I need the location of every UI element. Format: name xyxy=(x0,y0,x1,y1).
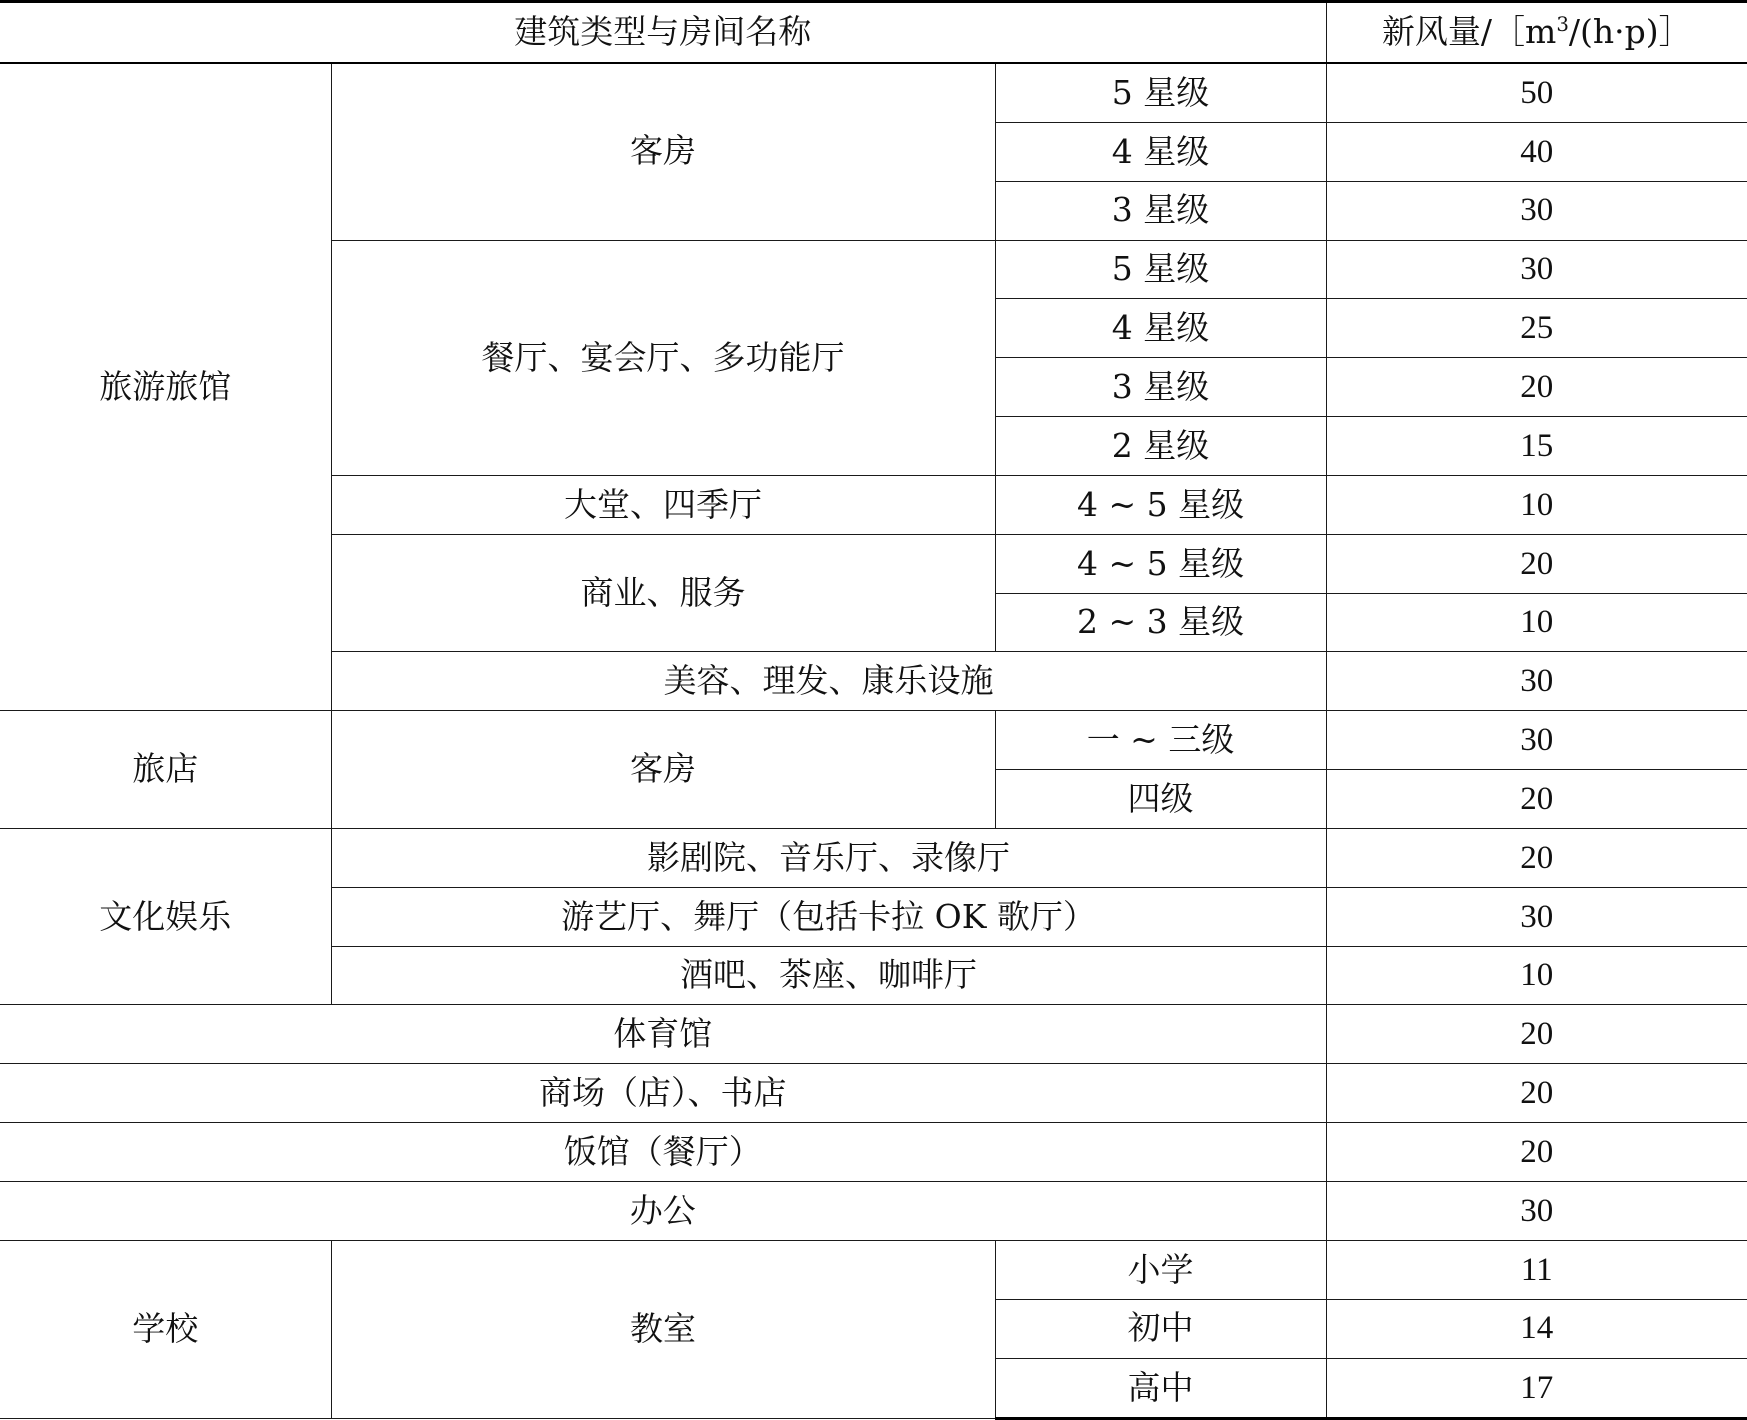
value-cell: 30 xyxy=(1326,181,1747,240)
grade-cell: 3 星级 xyxy=(995,358,1326,417)
value-cell: 50 xyxy=(1326,63,1747,123)
room-lobby: 大堂、四季厅 xyxy=(331,475,995,534)
value-cell: 25 xyxy=(1326,299,1747,358)
room-classroom: 教室 xyxy=(331,1240,995,1418)
table-row xyxy=(0,1064,1747,1123)
category-office: 办公 xyxy=(0,1182,1326,1241)
grade-cell: 一 ~ 三级 xyxy=(995,711,1326,770)
category-inn: 旅店 xyxy=(0,711,331,829)
category-restaurant: 饭馆（餐厅） xyxy=(0,1123,1326,1182)
value-cell: 20 xyxy=(1326,358,1747,417)
value-cell: 20 xyxy=(1326,1123,1747,1182)
grade-cell: 4 ~ 5 星级 xyxy=(995,475,1326,534)
value-cell: 30 xyxy=(1326,652,1747,711)
room-cell: 影剧院、音乐厅、录像厅 xyxy=(331,828,1326,887)
table-row xyxy=(0,828,1747,887)
value-cell: 20 xyxy=(1326,1005,1747,1064)
category-mall-bookstore: 商场（店）、书店 xyxy=(0,1064,1326,1123)
grade-cell: 4 星级 xyxy=(995,122,1326,181)
grade-cell: 初中 xyxy=(995,1299,1326,1358)
value-cell: 20 xyxy=(1326,770,1747,829)
grade-cell: 3 星级 xyxy=(995,181,1326,240)
grade-cell: 5 星级 xyxy=(995,63,1326,123)
value-cell: 20 xyxy=(1326,534,1747,593)
grade-cell: 高中 xyxy=(995,1358,1326,1418)
value-cell: 40 xyxy=(1326,122,1747,181)
grade-cell: 4 星级 xyxy=(995,299,1326,358)
category-school: 学校 xyxy=(0,1240,331,1418)
table-row xyxy=(0,711,1747,770)
value-cell: 10 xyxy=(1326,475,1747,534)
grade-cell: 四级 xyxy=(995,770,1326,829)
table-row xyxy=(0,1240,1747,1299)
value-cell: 17 xyxy=(1326,1358,1747,1418)
value-cell: 30 xyxy=(1326,887,1747,946)
category-tourist-hotel: 旅游旅馆 xyxy=(0,63,331,711)
header-building-type: 建筑类型与房间名称 xyxy=(0,2,1326,63)
value-cell: 20 xyxy=(1326,828,1747,887)
grade-cell: 2 ~ 3 星级 xyxy=(995,593,1326,652)
value-cell: 15 xyxy=(1326,417,1747,476)
value-cell: 14 xyxy=(1326,1299,1747,1358)
room-commerce-service: 商业、服务 xyxy=(331,534,995,652)
room-beauty-recreation: 美容、理发、康乐设施 xyxy=(331,652,1326,711)
table-row xyxy=(0,1005,1747,1064)
category-culture-entertainment: 文化娱乐 xyxy=(0,828,331,1005)
room-inn-guest-room: 客房 xyxy=(331,711,995,829)
room-cell: 游艺厅、舞厅（包括卡拉 OK 歌厅） xyxy=(331,887,1326,946)
grade-cell: 5 星级 xyxy=(995,240,1326,299)
table-row xyxy=(0,63,1747,123)
table-header-row xyxy=(0,2,1747,63)
value-cell: 10 xyxy=(1326,593,1747,652)
value-cell: 30 xyxy=(1326,1182,1747,1241)
room-guest-room: 客房 xyxy=(331,63,995,240)
grade-cell: 4 ~ 5 星级 xyxy=(995,534,1326,593)
header-fresh-air-volume: 新风量$/[m^3/(h\cdot p)]$ xyxy=(1326,2,1747,63)
value-cell: 10 xyxy=(1326,946,1747,1005)
value-cell: 20 xyxy=(1326,1064,1747,1123)
category-gymnasium: 体育馆 xyxy=(0,1005,1326,1064)
table-row xyxy=(0,1182,1747,1241)
value-cell: 11 xyxy=(1326,1240,1747,1299)
table-row xyxy=(0,1123,1747,1182)
value-cell: 30 xyxy=(1326,711,1747,770)
room-cell: 酒吧、茶座、咖啡厅 xyxy=(331,946,1326,1005)
value-cell: 30 xyxy=(1326,240,1747,299)
grade-cell: 小学 xyxy=(995,1240,1326,1299)
room-dining-banquet: 餐厅、宴会厅、多功能厅 xyxy=(331,240,995,475)
grade-cell: 2 星级 xyxy=(995,417,1326,476)
